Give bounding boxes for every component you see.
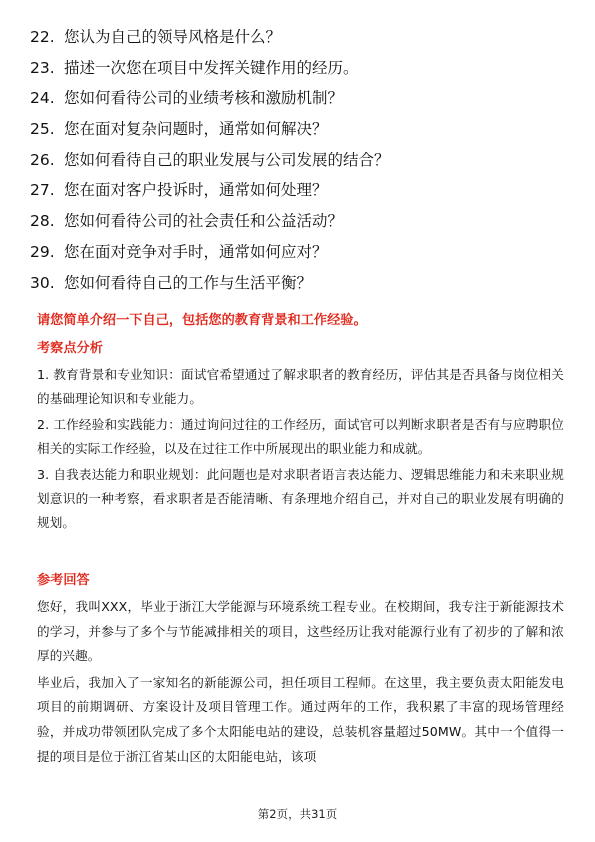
question-list (30, 22, 570, 298)
answer-heading: 参考回答 (37, 573, 90, 588)
question-text: 您如何看待公司的社会责任和公益活动？ (64, 212, 344, 231)
answer-paragraph: 您好，我叫XXX，毕业于浙江大学能源与环境系统工程专业。在校期间，我专注于新能源技术的学习，并参与了多个与节能减排相关的项目，这些经历让我对能源行业有了初步的了解和浓厚的兴趣。 (37, 599, 564, 664)
question-text: 您如何看待自己的职业发展与公司发展的结合？ (64, 150, 390, 169)
question-text: 描述一次您在项目中发挥关键作用的经历。 (64, 58, 359, 77)
question-item (30, 206, 570, 237)
question-item (30, 145, 570, 176)
analysis-point: 2. 工作经验和实践能力：通过询问过往的工作经历，面试官可以判断求职者是否有与应聘职位相关的实际工作经验，以及在过往工作中所展现出的职业能力和成就。 (37, 417, 564, 456)
question-item (30, 175, 570, 206)
question-number: 30. (30, 273, 55, 292)
question-item (30, 114, 570, 145)
analysis-point: 3. 自我表达能力和职业规划：此问题也是对求职者语言表达能力、逻辑思维能力和未来职业规划意识的一种考察，看求职者是否能清晰、有条理地介绍自己，并对自己的职业发展有明确的规划。 (37, 467, 564, 530)
question-text: 您在面对复杂问题时，通常如何解决？ (64, 120, 328, 139)
answer-paragraph: 毕业后，我加入了一家知名的新能源公司，担任项目工程师。在这里，我主要负责太阳能发电项目的前期调研、方案设计及项目管理工作。通过两年的工作，我积累了丰富的现场管理经验，并成功带领团队完成了多个太阳能电站的建设，总装机容量超过50MW。其中一个值得一提的项目是位于浙江省某山区的太阳能电站，该项 (37, 674, 564, 764)
question-item (30, 268, 570, 299)
question-text: 您在面对客户投诉时，通常如何处理？ (64, 181, 328, 200)
analysis-section (37, 363, 564, 537)
question-item (30, 22, 570, 53)
question-item (30, 83, 570, 114)
question-number: 27. (30, 181, 55, 200)
page-footer: 第2页，共31页 (257, 807, 338, 821)
question-text: 您在面对竞争对手时，通常如何应对？ (64, 242, 328, 261)
question-number: 24. (30, 89, 55, 108)
question-number: 25. (30, 120, 55, 139)
question-number: 26. (30, 150, 55, 169)
question-item (30, 53, 570, 84)
question-number: 29. (30, 242, 55, 261)
featured-question: 请您简单介绍一下自己，包括您的教育背景和工作经验。 (37, 313, 367, 328)
question-number: 23. (30, 58, 55, 77)
answer-section (37, 595, 564, 771)
question-text: 您如何看待公司的业绩考核和激励机制？ (64, 89, 344, 108)
question-text: 您认为自己的领导风格是什么？ (64, 28, 282, 46)
question-item (30, 237, 570, 268)
question-text: 您如何看待自己的工作与生活平衡？ (64, 273, 313, 292)
question-number: 28. (30, 212, 55, 231)
question-number: 22. (30, 28, 55, 46)
analysis-point: 1. 教育背景和专业知识：面试官希望通过了解求职者的教育经历，评估其是否具备与岗位相关的基础理论知识和专业能力。 (37, 367, 564, 406)
analysis-heading: 考察点分析 (37, 341, 103, 356)
